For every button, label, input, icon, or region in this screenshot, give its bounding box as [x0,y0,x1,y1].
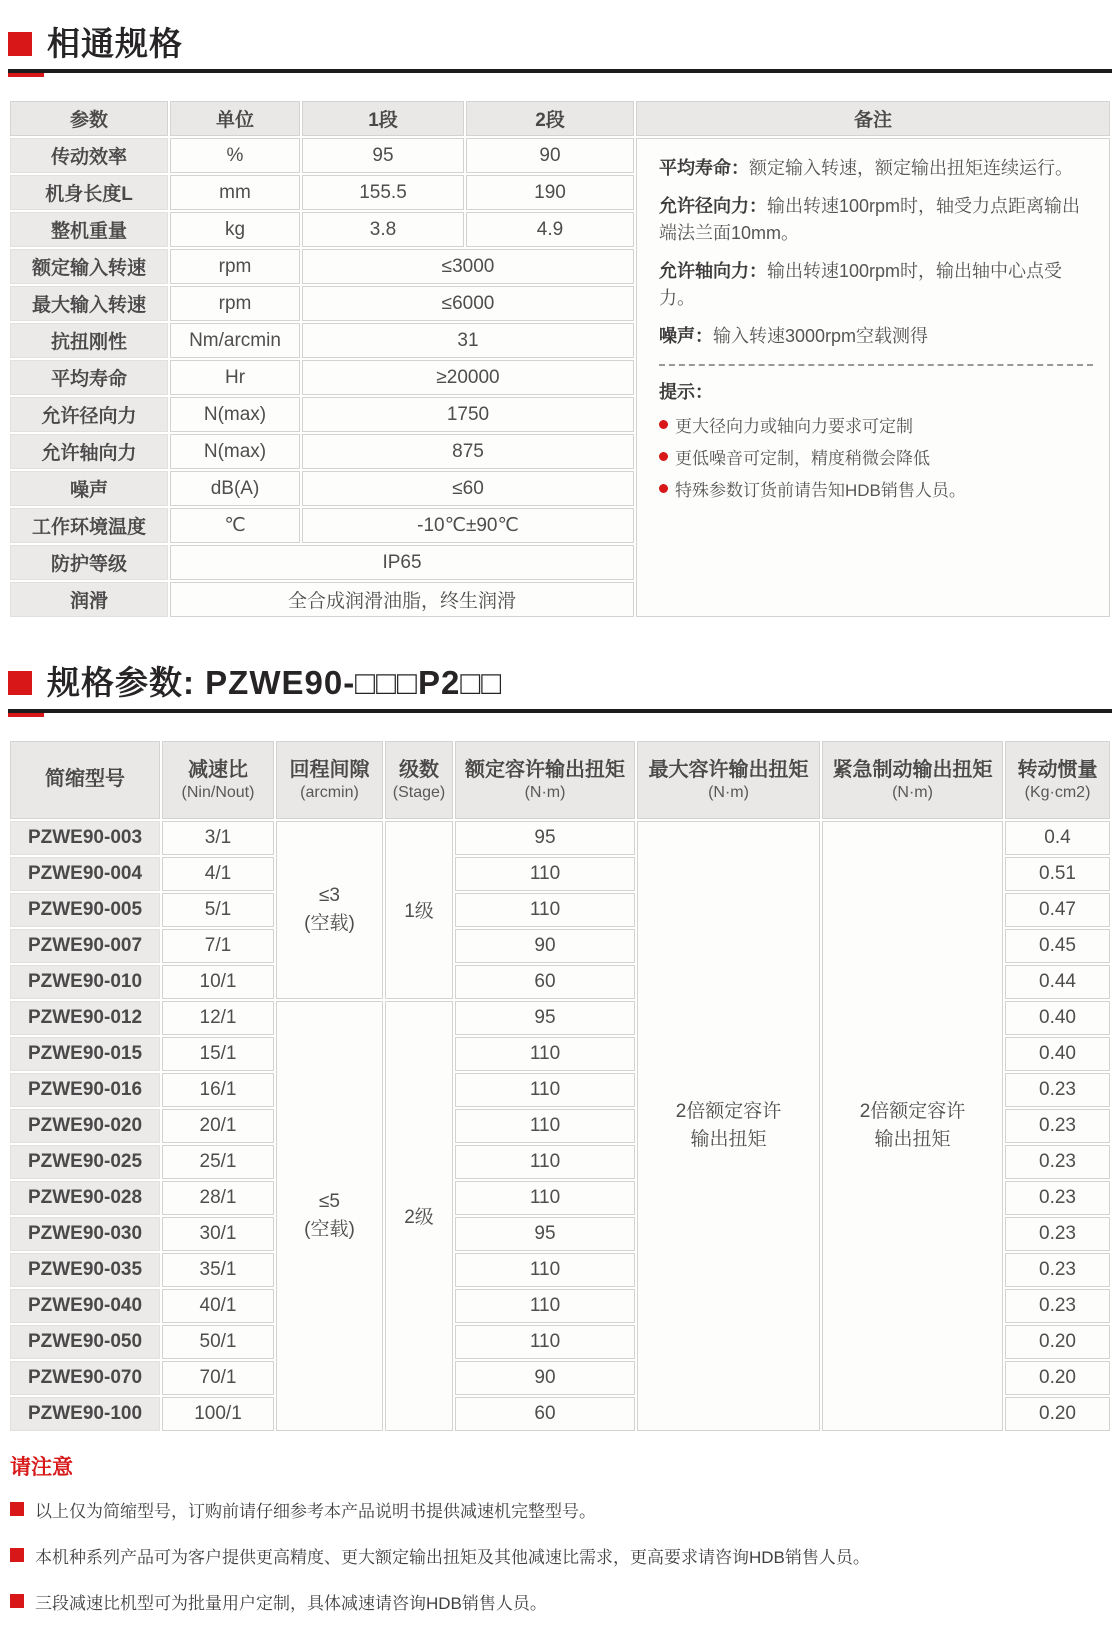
ratio-cell: 15/1 [162,1037,274,1071]
tip-text: 更低噪音可定制，精度稍微会降低 [675,449,930,469]
model-cell: PZWE90-003 [10,821,160,855]
model-cell: PZWE90-005 [10,893,160,927]
rated-torque-cell: 110 [455,1289,635,1323]
spec-params-title: 规格参数: PZWE90-□□□P2□□ [47,664,503,702]
ratio-cell: 20/1 [162,1109,274,1143]
inertia-cell: 0.40 [1005,1001,1110,1035]
rated-torque-cell: 110 [455,1325,635,1359]
inertia-cell: 0.23 [1005,1073,1110,1107]
ratio-cell: 10/1 [162,965,274,999]
column-header-sub: (N·m) [524,783,566,801]
backlash-merged-cell: ≤5 (空载) [276,1001,383,1431]
title-underline [8,69,1112,73]
common-specs-title: 相通规格 [47,25,183,62]
red-square-bullet-icon [10,1548,24,1562]
spec-params-header [8,665,1112,712]
column-header-sub: (N·m) [892,783,933,801]
header-stage2: 2段 [466,101,634,136]
inertia-cell: 0.23 [1005,1109,1110,1143]
param-cell: 防护等级 [10,545,168,580]
table-header-row [10,101,1110,136]
stage-merged-cell: 1级 [385,821,453,999]
ratio-cell: 3/1 [162,821,274,855]
column-header-sub: (N·m) [708,783,749,801]
notice-section [8,1451,1112,1614]
unit-cell: ℃ [170,508,300,543]
param-cell: 允许径向力 [10,397,168,432]
section-title [8,26,1112,62]
model-cell: PZWE90-050 [10,1325,160,1359]
tip-item [659,412,1093,437]
tip-item [659,476,1093,501]
param-cell: 整机重量 [10,212,168,247]
model-cell: PZWE90-020 [10,1109,160,1143]
inertia-cell: 0.44 [1005,965,1110,999]
ratio-cell: 30/1 [162,1217,274,1251]
value-cell: 875 [302,434,634,469]
inertia-cell: 0.23 [1005,1217,1110,1251]
remark-paragraph: 平均寿命：额定输入转速，额定输出扭矩连续运行。 [659,158,1073,179]
model-cell: PZWE90-035 [10,1253,160,1287]
inertia-cell: 0.51 [1005,857,1110,891]
column-header [822,741,1003,819]
column-header-main: 转动惯量 [1017,758,1098,781]
column-header-main: 回程间隙 [289,758,370,781]
notice-list [10,1497,1112,1614]
param-cell: 噪声 [10,471,168,506]
section-title [8,665,1112,701]
header-param: 参数 [10,101,168,136]
ratio-cell: 12/1 [162,1001,274,1035]
column-header-main: 减速比 [188,758,248,781]
model-cell: PZWE90-015 [10,1037,160,1071]
red-square-icon [8,32,32,56]
rated-torque-cell: 110 [455,1145,635,1179]
model-cell: PZWE90-030 [10,1217,160,1251]
rated-torque-cell: 110 [455,1073,635,1107]
ratio-cell: 25/1 [162,1145,274,1179]
inertia-cell: 0.4 [1005,821,1110,855]
title-underline [8,709,1112,713]
value-stage2-cell: 90 [466,138,634,173]
tips-label: 提示： [659,382,713,403]
inertia-cell: 0.20 [1005,1397,1110,1431]
unit-cell: kg [170,212,300,247]
value-cell: IP65 [170,545,634,580]
header-stage1: 1段 [302,101,464,136]
column-header-sub: (Kg·cm2) [1024,783,1091,801]
brake-torque-merged-cell: 2倍额定容许 输出扭矩 [822,821,1003,1431]
notice-text: 本机种系列产品可为客户提供更高精度、更大额定输出扭矩及其他减速比需求，更高要求请咨询HDB销售人员。 [35,1547,870,1567]
model-cell: PZWE90-040 [10,1289,160,1323]
max-torque-merged-cell: 2倍额定容许 输出扭矩 [637,821,820,1431]
remark-paragraph: 允许轴向力：输出转速100rpm时，输出轴中心点受力。 [659,261,1063,309]
table-row [10,138,1110,173]
backlash-merged-cell: ≤3 (空载) [276,821,383,999]
model-cell: PZWE90-028 [10,1181,160,1215]
notice-title: 请注意 [10,1455,73,1479]
column-header-main: 紧急制动输出扭矩 [832,758,993,781]
rated-torque-cell: 110 [455,1109,635,1143]
common-specs-header [8,26,1112,73]
header-unit: 单位 [170,101,300,136]
stage-merged-cell: 2级 [385,1001,453,1431]
red-underline-segment [8,713,44,717]
rated-torque-cell: 90 [455,1361,635,1395]
value-stage2-cell: 4.9 [466,212,634,247]
param-cell: 润滑 [10,582,168,617]
red-square-bullet-icon [10,1594,24,1608]
column-header [385,741,453,819]
value-cell: ≤3000 [302,249,634,284]
value-stage1-cell: 155.5 [302,175,464,210]
rated-torque-cell: 110 [455,893,635,927]
model-cell: PZWE90-016 [10,1073,160,1107]
red-underline-segment [8,73,44,77]
value-cell: ≤60 [302,471,634,506]
rated-torque-cell: 110 [455,857,635,891]
column-header [1005,741,1110,819]
column-header-main: 额定容许输出扭矩 [465,758,625,781]
rated-torque-cell: 110 [455,1253,635,1287]
inertia-cell: 0.23 [1005,1289,1110,1323]
model-cell: PZWE90-070 [10,1361,160,1395]
rated-torque-cell: 95 [455,1001,635,1035]
common-specs-table-body [10,138,1110,617]
inertia-cell: 0.23 [1005,1145,1110,1179]
value-stage2-cell: 190 [466,175,634,210]
spec-params-table-head [10,741,1110,819]
tip-item [659,444,1093,469]
unit-cell: rpm [170,286,300,321]
column-header-main: 最大容许输出扭矩 [648,758,809,781]
param-cell: 工作环境温度 [10,508,168,543]
inertia-cell: 0.23 [1005,1253,1110,1287]
model-cell: PZWE90-004 [10,857,160,891]
ratio-cell: 70/1 [162,1361,274,1395]
value-cell: 31 [302,323,634,358]
ratio-cell: 40/1 [162,1289,274,1323]
unit-cell: % [170,138,300,173]
unit-cell: mm [170,175,300,210]
unit-cell: Nm/arcmin [170,323,300,358]
inertia-cell: 0.23 [1005,1181,1110,1215]
notice-item [10,1497,1112,1522]
value-cell: 1750 [302,397,634,432]
header-remarks: 备注 [636,101,1110,136]
common-specs-table-head [10,101,1110,136]
inertia-cell: 0.20 [1005,1325,1110,1359]
rated-torque-cell: 90 [455,929,635,963]
red-square-icon [8,671,32,695]
model-cell: PZWE90-100 [10,1397,160,1431]
column-header [276,741,383,819]
red-dot-icon [659,452,668,461]
param-cell: 允许轴向力 [10,434,168,469]
model-cell: PZWE90-010 [10,965,160,999]
model-cell: PZWE90-007 [10,929,160,963]
column-header-main: 简缩型号 [45,768,125,791]
column-header-sub: (Nin/Nout) [181,783,255,801]
rated-torque-cell: 60 [455,1397,635,1431]
red-dot-icon [659,484,668,493]
ratio-cell: 16/1 [162,1073,274,1107]
inertia-cell: 0.20 [1005,1361,1110,1395]
tip-text: 特殊参数订货前请告知HDB销售人员。 [675,481,966,501]
column-header-sub: (arcmin) [300,783,359,801]
param-cell: 最大输入转速 [10,286,168,321]
unit-cell: dB(A) [170,471,300,506]
column-header-sub: (Stage) [392,783,446,801]
param-cell: 额定输入转速 [10,249,168,284]
rated-torque-cell: 110 [455,1037,635,1071]
ratio-cell: 28/1 [162,1181,274,1215]
ratio-cell: 35/1 [162,1253,274,1287]
notice-item [10,1589,1112,1614]
notice-text: 三段减速比机型可为批量用户定制，具体减速请咨询HDB销售人员。 [35,1593,547,1613]
column-header [10,741,160,819]
rated-torque-cell: 95 [455,821,635,855]
value-cell: ≥20000 [302,360,634,395]
value-cell: -10℃±90℃ [302,508,634,543]
column-header [162,741,274,819]
ratio-cell: 100/1 [162,1397,274,1431]
tip-text: 更大径向力或轴向力要求可定制 [675,417,913,437]
notice-item [10,1543,1112,1568]
column-header [637,741,820,819]
remark-paragraph: 允许径向力：输出转速100rpm时，轴受力点距离输出端法兰面10mm。 [659,196,1081,244]
model-cell: PZWE90-025 [10,1145,160,1179]
value-stage1-cell: 3.8 [302,212,464,247]
common-specs-table [8,99,1112,619]
remarks-cell [636,138,1110,617]
red-dot-icon [659,420,668,429]
unit-cell: N(max) [170,434,300,469]
rated-torque-cell: 60 [455,965,635,999]
red-square-bullet-icon [10,1502,24,1516]
ratio-cell: 4/1 [162,857,274,891]
inertia-cell: 0.47 [1005,893,1110,927]
value-stage1-cell: 95 [302,138,464,173]
dashed-divider [659,364,1093,366]
value-cell: 全合成润滑油脂，终生润滑 [170,582,634,617]
inertia-cell: 0.45 [1005,929,1110,963]
table-row [10,821,1110,855]
inertia-cell: 0.40 [1005,1037,1110,1071]
notice-text: 以上仅为简缩型号，订购前请仔细参考本产品说明书提供减速机完整型号。 [35,1501,596,1521]
remark-paragraph: 噪声：输入转速3000rpm空载测得 [659,326,929,347]
unit-cell: N(max) [170,397,300,432]
ratio-cell: 7/1 [162,929,274,963]
column-header-main: 级数 [399,758,439,781]
table-row [10,741,1110,819]
ratio-cell: 50/1 [162,1325,274,1359]
column-header [455,741,635,819]
unit-cell: Hr [170,360,300,395]
unit-cell: rpm [170,249,300,284]
spec-params-table [8,739,1112,1433]
value-cell: ≤6000 [302,286,634,321]
rated-torque-cell: 110 [455,1181,635,1215]
param-cell: 机身长度L [10,175,168,210]
model-cell: PZWE90-012 [10,1001,160,1035]
param-cell: 平均寿命 [10,360,168,395]
rated-torque-cell: 95 [455,1217,635,1251]
param-cell: 抗扭刚性 [10,323,168,358]
param-cell: 传动效率 [10,138,168,173]
spec-params-table-body [10,821,1110,1431]
ratio-cell: 5/1 [162,893,274,927]
